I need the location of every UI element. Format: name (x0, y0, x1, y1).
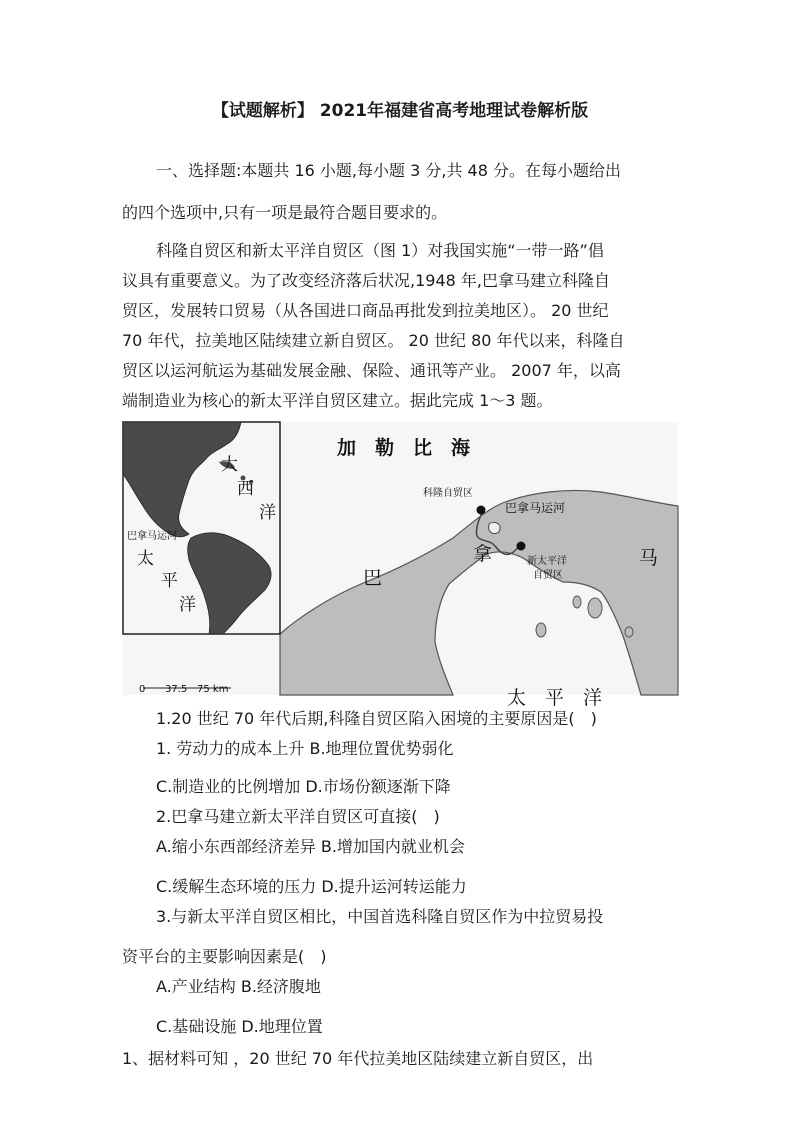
passage-line-3: 贸区，发展转口贸易（从各国进口商品再批发到拉美地区）。 20 世纪 (122, 301, 609, 320)
colon-free-zone-label: 科隆自贸区 (423, 488, 473, 499)
q3-stem-line-2: 资平台的主要影响因素是( ) (122, 947, 327, 966)
q3-options-cd: C.基础设施 D.地理位置 (156, 1017, 323, 1036)
intro-line-1: 一、选择题:本题共 16 小题,每小题 3 分,共 48 分。在每小题给出 (156, 161, 621, 180)
passage-line-4: 70 年代，拉美地区陆续建立新自贸区。 20 世纪 80 年代以来，科隆自 (122, 331, 625, 350)
analysis-line: 1、据材料可知 ，20 世纪 70 年代拉美地区陆续建立新自贸区，出 (122, 1049, 594, 1068)
country-char-1: 巴 (363, 567, 383, 589)
country-char-3: 马 (639, 547, 659, 569)
country-char-2: 拿 (473, 543, 493, 565)
q1-stem: 1.20 世纪 70 年代后期,科隆自贸区陷入困境的主要原因是( ) (156, 709, 597, 728)
q2-options-cd: C.缓解生态环境的压力 D.提升运河转运能力 (156, 877, 467, 896)
inset-atlantic-char-1: 大 (221, 455, 238, 475)
q3-options-ab: A.产业结构 B.经济腹地 (156, 977, 321, 996)
canal-label: 巴拿马运河 (505, 501, 566, 515)
pacific-bottom-label: 太 平 洋 (507, 687, 603, 709)
new-pacific-zone-marker (517, 542, 526, 551)
inset-canal-label: 巴拿马运河 (127, 531, 177, 542)
page-title: 【试题解析】 2021年福建省高考地理试卷解析版 (211, 101, 589, 121)
passage-line-5: 贸区以运河航运为基础发展金融、保险、通讯等产业。 2007 年，以高 (122, 361, 621, 380)
scale-end: 75 km (197, 684, 229, 695)
q3-stem-line-1: 3.与新太平洋自贸区相比，中国首选科隆自贸区作为中拉贸易投 (156, 907, 604, 926)
passage-line-1: 科隆自贸区和新太平洋自贸区（图 1）对我国实施“一带一路”倡 (156, 241, 604, 260)
passage-line-6: 端制造业为核心的新太平洋自贸区建立。据此完成 1～3 题。 (122, 391, 553, 410)
scale-mid: 37.5 (165, 684, 188, 695)
passage-line-2: 议具有重要意义。为了改变经济落后状况,1948 年,巴拿马建立科隆自 (122, 271, 610, 290)
colon-free-zone-marker (477, 506, 486, 515)
inset-pacific-char-1: 太 (137, 549, 154, 569)
scale-zero: 0 (139, 684, 146, 695)
new-pacific-zone-label-1: 新太平洋 (527, 556, 567, 567)
inset-atlantic-char-2: 西 (237, 479, 254, 499)
inset-atlantic-char-3: 洋 (259, 503, 276, 523)
caribbean-sea-label: 加 勒 比 海 (337, 437, 471, 459)
q1-options-ab: 1. 劳动力的成本上升 B.地理位置优势弱化 (156, 739, 454, 758)
inset-pacific-char-2: 平 (161, 571, 178, 591)
panama-map-figure (123, 422, 678, 709)
intro-line-2: 的四个选项中,只有一项是最符合题目要求的。 (122, 203, 448, 222)
q2-stem: 2.巴拿马建立新太平洋自贸区可直接( ) (156, 807, 440, 826)
q1-options-cd: C.制造业的比例增加 D.市场份额逐渐下降 (156, 777, 451, 796)
q2-options-ab: A.缩小东西部经济差异 B.增加国内就业机会 (156, 837, 465, 856)
new-pacific-zone-label-2: 自贸区 (533, 570, 563, 581)
inset-pacific-char-3: 洋 (179, 595, 196, 615)
